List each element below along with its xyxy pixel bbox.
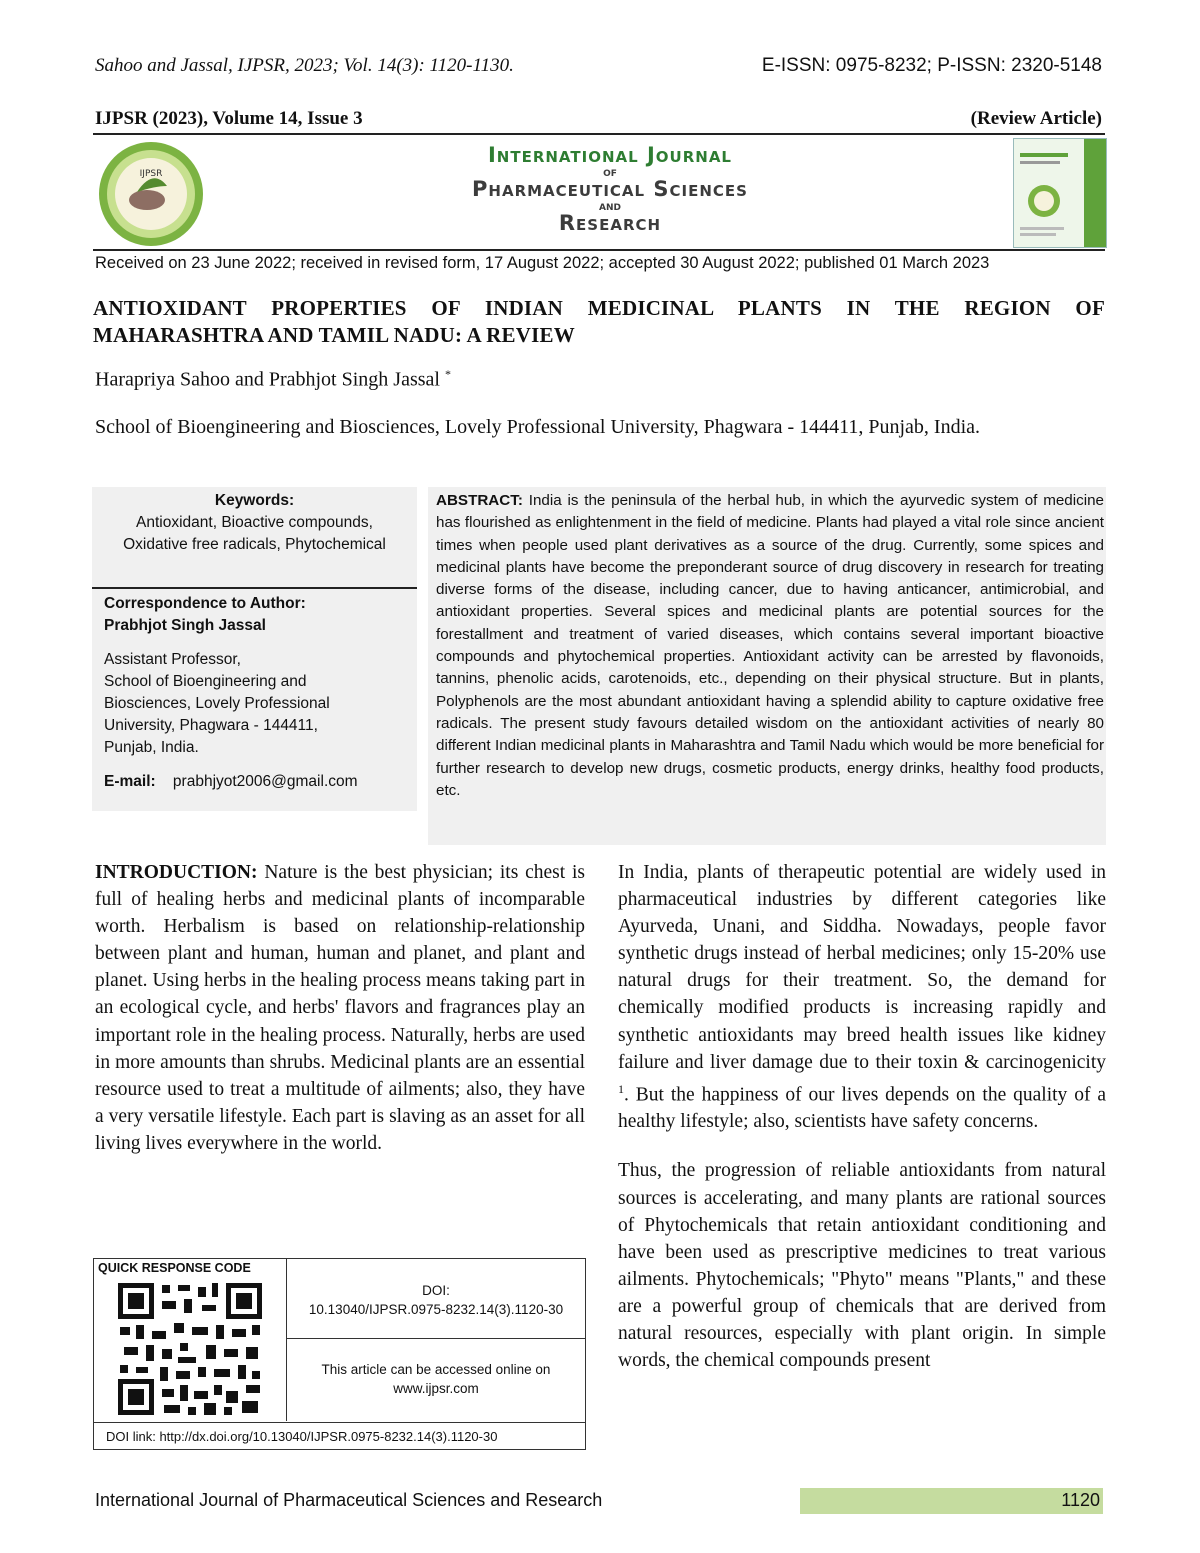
page-number: 1120 bbox=[1061, 1490, 1100, 1510]
abstract-text: India is the peninsula of the herbal hub, in which the ayurvedic system of medicine has flourished as enlightenment in the field of medicine. Plants had played a vital role since ancient times when people used plant derivatives as a source of the drug. Currently, some spices and medicinal plants have become the preponderant source of drug discovery in research for treating diverse forms of the disease, including cancer, due to having anticancer, antimicrobial, and antioxidant properties. Several spices and medicinal plants are potential sources for the forestallment and treatment of varied diseases, which contains several important bioactive compounds and phytochemical properties. Antioxidant activity can be arrested by flavonoids, tannins, phenolic acids, carotenoids, etc., depending on their physical structure. But in plants, Polyphenols are the most abundant antioxidant having a splendid ability to capture oxidative free radicals. The present study favours detailed wisdom on the antioxidant activities of nearly 80 different Indian medicinal plants in Maharashtra and Tamil Nadu which would be more beneficial for further research to develop new drugs, cosmetic products, energy drinks, healthy food products, etc. bbox=[436, 492, 1104, 799]
author-mark: * bbox=[444, 367, 451, 381]
correspondence-line5: Punjab, India. bbox=[104, 739, 199, 756]
masthead-line2: of bbox=[603, 165, 617, 180]
article-type: (Review Article) bbox=[970, 108, 1102, 129]
doi-label: DOI: bbox=[422, 1283, 450, 1298]
header-issn: E-ISSN: 0975-8232; P-ISSN: 2320-5148 bbox=[761, 55, 1102, 76]
footer-page-bar bbox=[800, 1488, 1103, 1514]
qr-cell bbox=[94, 1259, 287, 1421]
reference-mark: 1 bbox=[618, 1081, 624, 1096]
header-citation: Sahoo and Jassal, IJPSR, 2023; Vol. 14(3): 1120-1130. bbox=[95, 55, 514, 76]
email-link[interactable]: prabhjyot2006@gmail.com bbox=[172, 773, 358, 790]
abstract-box bbox=[428, 487, 1106, 845]
correspondence-box bbox=[92, 589, 417, 811]
doi-value[interactable]: 10.13040/IJPSR.0975-8232.14(3).1120-30 bbox=[308, 1302, 564, 1317]
intro-paragraph-2: In India, plants of therapeutic potential are widely used in pharmaceutical industries by different categories like Ayurveda, Unani, and Siddha. Nowadays, people favor synthetic drugs instead of herbal medicines; only 15-20% use natural drugs for their treatment. So, the demand for chemically modified products is increasing rapidly and synthetic antioxidants may breed health issues like kidney failure and liver damage due to their toxin & carcinogenicity bbox=[618, 862, 1106, 1073]
received-dates: Received on 23 June 2022; received in revised form, 17 August 2022; accepted 30 August 2022; published 01 March 2023 bbox=[95, 254, 990, 272]
seal-text: IJPSR bbox=[139, 169, 163, 179]
correspondence-line2: School of Bioengineering and bbox=[104, 673, 307, 690]
masthead-rule bbox=[93, 249, 1105, 251]
intro-paragraph-2-end: . But the happiness of our lives depends on the quality of a healthy lifestyle; also, scientists have safety concerns. bbox=[618, 1084, 1106, 1133]
correspondence-line4: University, Phagwara - 144411, bbox=[104, 717, 318, 734]
journal-seal-logo bbox=[97, 140, 205, 248]
access-cell bbox=[287, 1340, 585, 1421]
masthead-line3: Pharmaceutical Sciences bbox=[472, 177, 748, 201]
affiliation: School of Bioengineering and Biosciences, Lovely Professional University, Phagwara - 144411, Punjab, India. bbox=[95, 416, 981, 438]
volume-info: IJPSR (2023), Volume 14, Issue 3 bbox=[95, 108, 363, 129]
column-right bbox=[618, 859, 1106, 1374]
email-label: E-mail: bbox=[104, 773, 156, 790]
author-names: Harapriya Sahoo and Prabhjot Singh Jassal bbox=[95, 368, 440, 391]
authors bbox=[95, 367, 451, 392]
intro-label: INTRODUCTION: bbox=[95, 862, 258, 883]
masthead-line1: International Journal bbox=[487, 143, 732, 167]
correspondence-line1: Assistant Professor, bbox=[104, 651, 241, 668]
doi-link[interactable]: DOI link: http://dx.doi.org/10.13040/IJPSR.0975-8232.14(3).1120-30 bbox=[94, 1422, 585, 1449]
keywords-heading: Keywords: bbox=[214, 492, 295, 509]
doi-cell bbox=[287, 1259, 585, 1339]
keywords-box bbox=[92, 487, 417, 589]
footer-journal: International Journal of Pharmaceutical Sciences and Research bbox=[95, 1490, 603, 1510]
intro-paragraph-3: Thus, the progression of reliable antioxidants from natural sources is accelerating, and many plants are rational sources of Phytochemicals that retain antioxidant conditioning and have been used as prescriptive medicines to treat various ailments. Phytochemicals; "Phyto" means "Plants," and these are a powerful group of chemicals that are derived from natural resources, especially with plant origin. In simple words, the chemical compounds present bbox=[618, 1160, 1106, 1372]
correspondence-line3: Biosciences, Lovely Professional bbox=[104, 695, 330, 712]
correspondence-heading: Correspondence to Author: bbox=[104, 595, 306, 612]
journal-cover-thumbnail bbox=[1013, 138, 1107, 248]
journal-masthead bbox=[400, 145, 820, 234]
access-text[interactable]: This article can be accessed online on www.ijpsr.com bbox=[321, 1362, 551, 1396]
abstract-label: ABSTRACT: bbox=[436, 492, 523, 509]
header-rule bbox=[93, 133, 1105, 135]
correspondence-name: Prabhjot Singh Jassal bbox=[104, 617, 266, 634]
qr-info-table bbox=[93, 1258, 586, 1450]
masthead-line5: Research bbox=[558, 211, 662, 235]
qr-label: QUICK RESPONSE CODE bbox=[98, 1261, 251, 1275]
intro-paragraph-1: Nature is the best physician; its chest is full of healing herbs and medicinal plants of incomparable worth. Herbalism is based on relationship-relationship between plant and human, human and planet, and plant and planet. Using herbs in the healing process means taking part in an ecological cycle, and herbs' flavors and fragrances play an important role in the healing process. Naturally, herbs are used in more amounts than shrubs. Medicinal plants are an essential resource used to treat a multitude of ailments; also, they have a very versatile lifestyle. Each part is slaving as an asset for all living lives everywhere in the world. bbox=[95, 862, 586, 1154]
article-title: ANTIOXIDANT PROPERTIES OF INDIAN MEDICINAL PLANTS IN THE REGION OF MAHARASHTRA AND TAMIL NADU: A REVIEW bbox=[93, 296, 1105, 347]
masthead-line4: and bbox=[599, 199, 621, 214]
qr-code-icon[interactable] bbox=[116, 1281, 264, 1417]
keywords-text: Antioxidant, Bioactive compounds, Oxidative free radicals, Phytochemical bbox=[123, 514, 386, 553]
column-left bbox=[95, 859, 585, 1157]
